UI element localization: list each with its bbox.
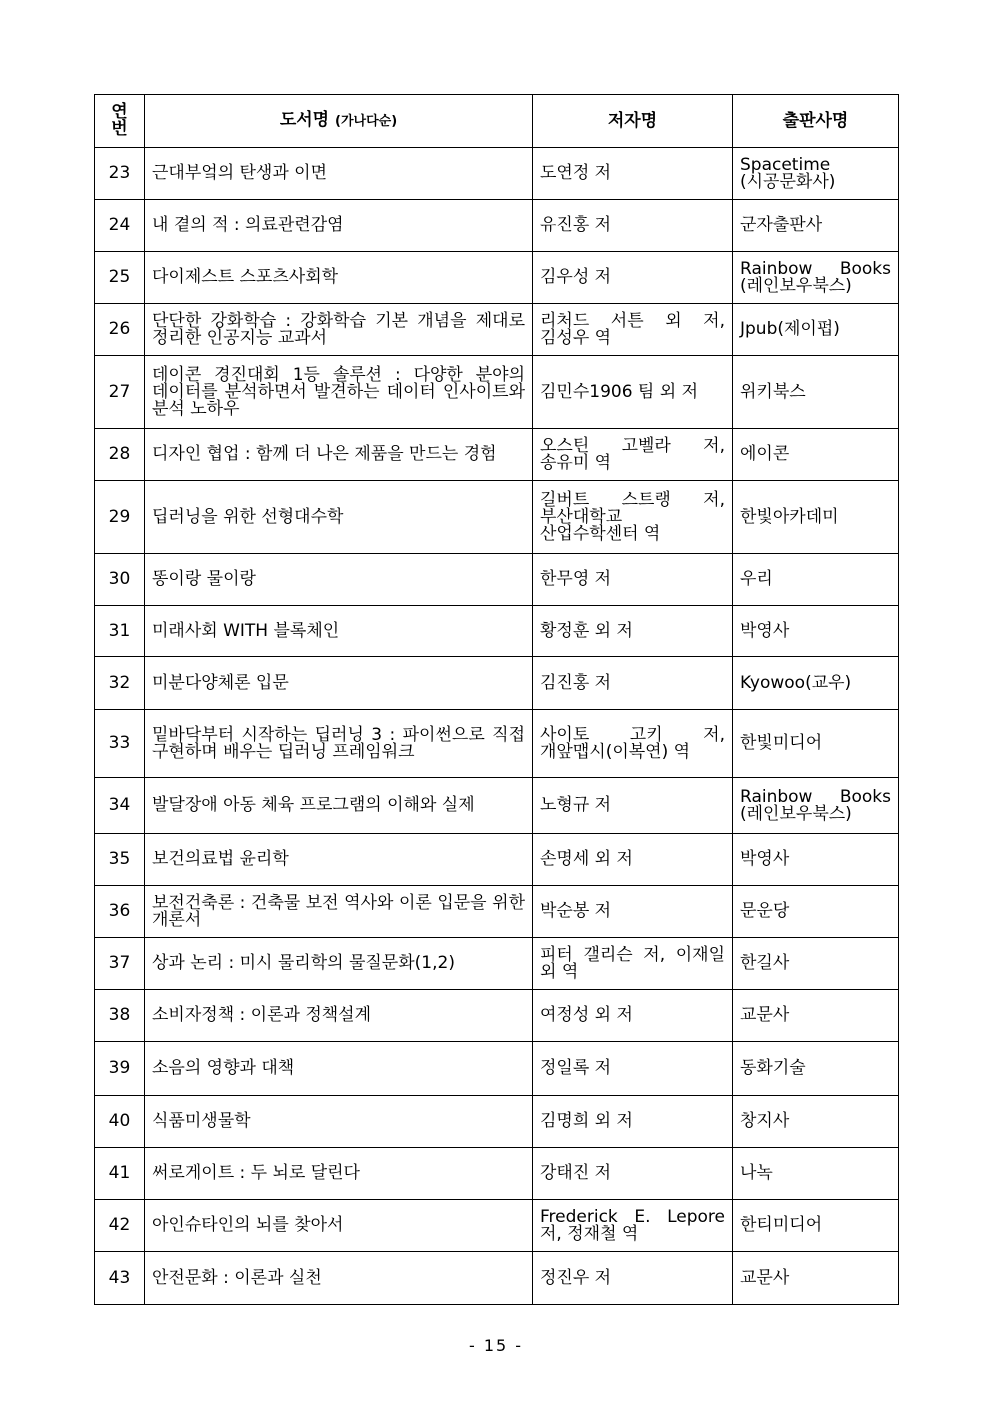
row-number: 27 [95, 356, 145, 429]
table-row [95, 1096, 899, 1148]
row-number: 32 [95, 657, 145, 710]
table-row [95, 886, 899, 938]
table-body [95, 148, 899, 1305]
book-author: 김민수1906 팀 외 저 [533, 356, 733, 429]
table-row [95, 834, 899, 886]
header-serial-text: 연 번 [111, 102, 128, 139]
book-title: 디자인 협업 : 함께 더 나은 제품을 만드는 경험 [145, 429, 533, 481]
book-publisher: 교문사 [733, 990, 899, 1042]
table-row [95, 356, 899, 429]
table-row [95, 1200, 899, 1252]
row-number: 43 [95, 1252, 145, 1305]
row-number: 39 [95, 1042, 145, 1096]
book-publisher: 한길사 [733, 938, 899, 990]
book-publisher: 에이콘 [733, 429, 899, 481]
book-publisher: Rainbow Books (레인보우북스) [733, 252, 899, 304]
book-title: 내 곁의 적 : 의료관련감염 [145, 200, 533, 252]
table-row [95, 481, 899, 554]
book-list-table [94, 94, 899, 1305]
row-number: 24 [95, 200, 145, 252]
book-publisher: 군자출판사 [733, 200, 899, 252]
book-author: 노형규 저 [533, 778, 733, 834]
book-title: 딥러닝을 위한 선형대수학 [145, 481, 533, 554]
row-number: 41 [95, 1148, 145, 1200]
table-row [95, 1042, 899, 1096]
book-publisher: 창지사 [733, 1096, 899, 1148]
book-publisher: 우리 [733, 554, 899, 606]
book-publisher: Rainbow Books (레인보우북스) [733, 778, 899, 834]
header-author: 저자명 [533, 95, 733, 148]
row-number: 30 [95, 554, 145, 606]
book-author: 길버트 스트랭 저, 부산대학교 산업수학센터 역 [533, 481, 733, 554]
book-title: 미분다양체론 입문 [145, 657, 533, 710]
book-title: 미래사회 WITH 블록체인 [145, 606, 533, 657]
row-number: 33 [95, 710, 145, 778]
row-number: 26 [95, 304, 145, 356]
row-number: 42 [95, 1200, 145, 1252]
book-title: 데이콘 경진대회 1등 솔루션 : 다양한 분야의 데이터를 분석하면서 발견하는 데이터 인사이트와 분석 노하우 [145, 356, 533, 429]
header-book-title [145, 95, 533, 148]
table-row [95, 1252, 899, 1305]
row-number: 25 [95, 252, 145, 304]
row-number: 35 [95, 834, 145, 886]
row-number: 31 [95, 606, 145, 657]
row-number: 36 [95, 886, 145, 938]
book-title: 안전문화 : 이론과 실천 [145, 1252, 533, 1305]
row-number: 40 [95, 1096, 145, 1148]
table-row [95, 200, 899, 252]
book-publisher: 한티미디어 [733, 1200, 899, 1252]
row-number: 38 [95, 990, 145, 1042]
table-row [95, 657, 899, 710]
table-header-row [95, 95, 899, 148]
book-author: 여정성 외 저 [533, 990, 733, 1042]
book-publisher: 위키북스 [733, 356, 899, 429]
book-author: 김진홍 저 [533, 657, 733, 710]
book-publisher: Kyowoo(교우) [733, 657, 899, 710]
book-author: 황정훈 외 저 [533, 606, 733, 657]
table-row [95, 938, 899, 990]
book-author: 정일록 저 [533, 1042, 733, 1096]
table-row [95, 990, 899, 1042]
book-publisher: Spacetime (시공문화사) [733, 148, 899, 200]
book-title: 아인슈타인의 뇌를 찾아서 [145, 1200, 533, 1252]
book-publisher: 나녹 [733, 1148, 899, 1200]
book-author: 도연정 저 [533, 148, 733, 200]
header-publisher: 출판사명 [733, 95, 899, 148]
row-number: 28 [95, 429, 145, 481]
table-row [95, 304, 899, 356]
book-title: 단단한 강화학습 : 강화학습 기본 개념을 제대로 정리한 인공지능 교과서 [145, 304, 533, 356]
table-row [95, 429, 899, 481]
book-publisher: 동화기술 [733, 1042, 899, 1096]
page-number: - 15 - [468, 1336, 524, 1355]
book-title: 소음의 영향과 대책 [145, 1042, 533, 1096]
header-title-sort-note: (가나다순) [335, 114, 398, 129]
book-author: 사이토 고키 저, 개앞맵시(이복연) 역 [533, 710, 733, 778]
table-row [95, 778, 899, 834]
table-row [95, 1148, 899, 1200]
book-title: 똥이랑 물이랑 [145, 554, 533, 606]
row-number: 34 [95, 778, 145, 834]
table-row [95, 148, 899, 200]
row-number: 29 [95, 481, 145, 554]
book-title: 상과 논리 : 미시 물리학의 물질문화(1,2) [145, 938, 533, 990]
book-title: 써로게이트 : 두 뇌로 달린다 [145, 1148, 533, 1200]
book-title: 근대부엌의 탄생과 이면 [145, 148, 533, 200]
table-row [95, 606, 899, 657]
row-number: 37 [95, 938, 145, 990]
book-author: 손명세 외 저 [533, 834, 733, 886]
book-publisher: 교문사 [733, 1252, 899, 1305]
header-serial-number [95, 95, 145, 148]
book-author: 리처드 서튼 외 저, 김성우 역 [533, 304, 733, 356]
book-author: 피터 갤리슨 저, 이재일 외 역 [533, 938, 733, 990]
book-author: 오스틴 고벨라 저, 송유미 역 [533, 429, 733, 481]
book-publisher: 문운당 [733, 886, 899, 938]
book-author: 유진홍 저 [533, 200, 733, 252]
row-number: 23 [95, 148, 145, 200]
book-author: 김우성 저 [533, 252, 733, 304]
header-title-text: 도서명 [279, 110, 330, 130]
book-publisher: Jpub(제이펍) [733, 304, 899, 356]
book-publisher: 한빛미디어 [733, 710, 899, 778]
book-title: 발달장애 아동 체육 프로그램의 이해와 실제 [145, 778, 533, 834]
book-publisher: 박영사 [733, 606, 899, 657]
book-author: 김명희 외 저 [533, 1096, 733, 1148]
book-title: 보전건축론 : 건축물 보전 역사와 이론 입문을 위한 개론서 [145, 886, 533, 938]
book-title: 소비자정책 : 이론과 정책설계 [145, 990, 533, 1042]
table-row [95, 710, 899, 778]
book-author: 정진우 저 [533, 1252, 733, 1305]
book-title: 밑바닥부터 시작하는 딥러닝 3 : 파이썬으로 직접 구현하며 배우는 딥러닝 프레임워크 [145, 710, 533, 778]
book-author: 강태진 저 [533, 1148, 733, 1200]
book-title: 보건의료법 윤리학 [145, 834, 533, 886]
book-author: Frederick E. Lepore 저, 정재철 역 [533, 1200, 733, 1252]
table-row [95, 554, 899, 606]
book-author: 박순봉 저 [533, 886, 733, 938]
book-author: 한무영 저 [533, 554, 733, 606]
book-title: 다이제스트 스포츠사회학 [145, 252, 533, 304]
book-title: 식품미생물학 [145, 1096, 533, 1148]
book-publisher: 한빛아카데미 [733, 481, 899, 554]
book-publisher: 박영사 [733, 834, 899, 886]
table-row [95, 252, 899, 304]
